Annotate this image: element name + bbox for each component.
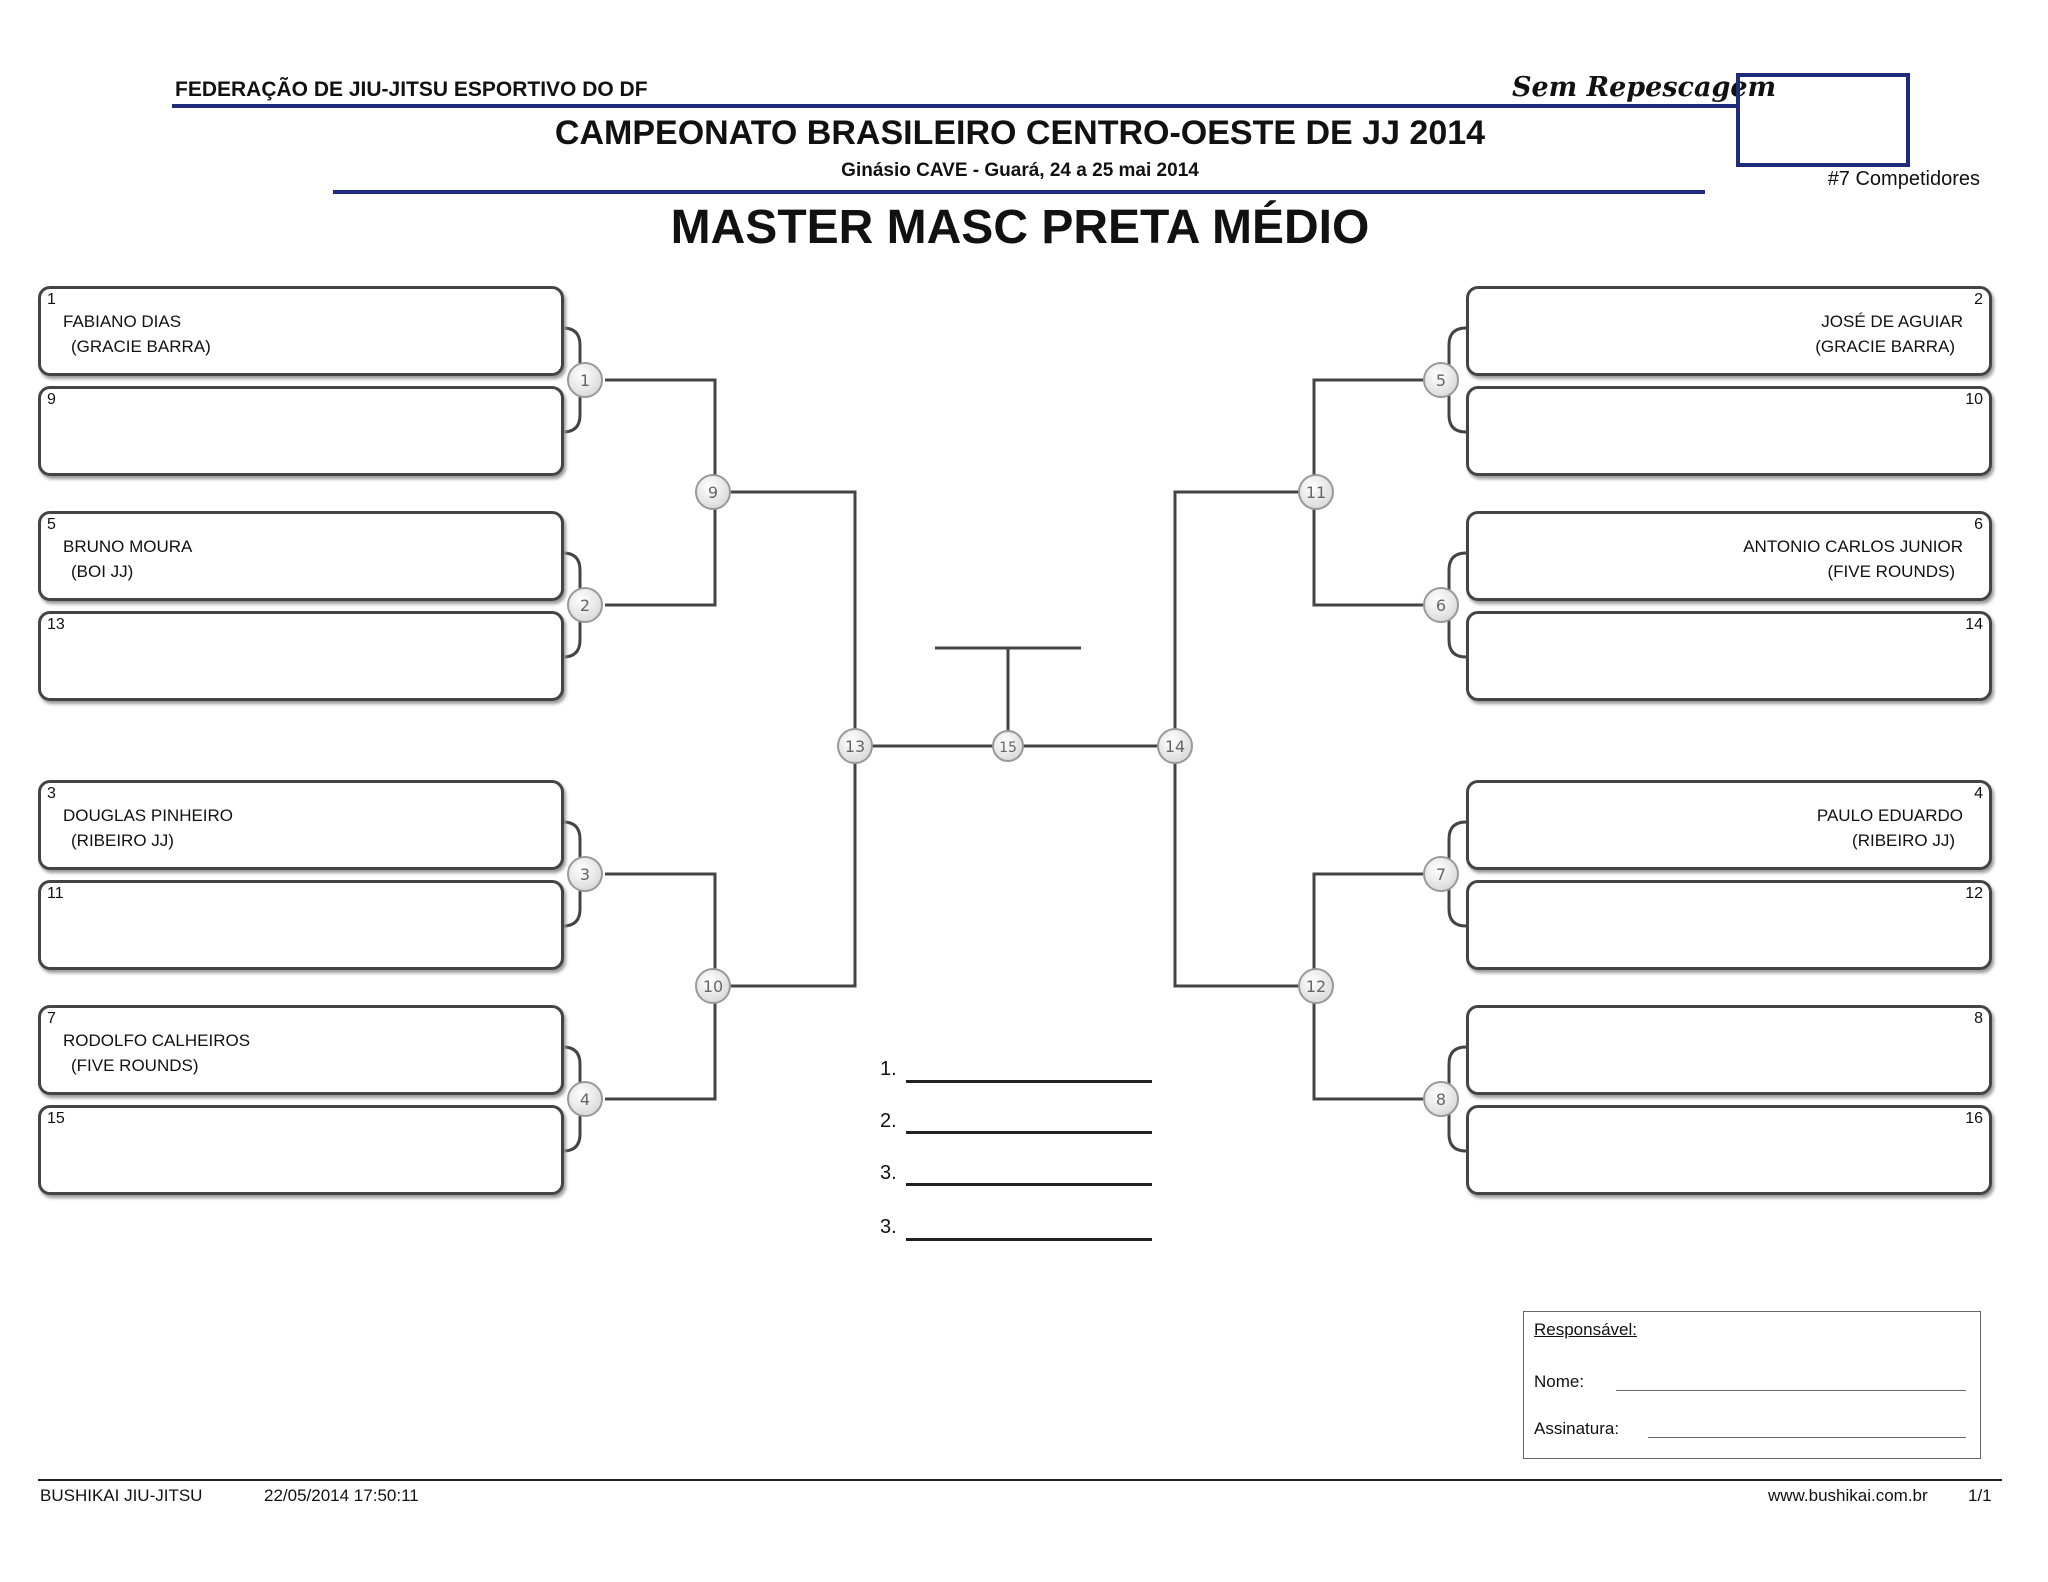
competitor-name: FABIANO DIAS [63,312,182,331]
seed-number: 13 [47,616,65,633]
seed-number: 2 [1974,291,1983,308]
fight-number: 2 [579,596,591,615]
footer-org: BUSHIKAI JIU-JITSU [40,1486,203,1505]
fight-number: 13 [844,737,866,756]
podium-rank: 1. [880,1058,897,1080]
seed-number: 12 [1965,885,1983,902]
competitor-team: (RIBEIRO JJ) [1852,831,1955,850]
seed-number: 14 [1965,616,1983,633]
footer-datetime: 22/05/2014 17:50:11 [264,1486,419,1505]
podium-line [906,1183,1152,1186]
footer-page: 1/1 [1968,1486,1992,1505]
fight-circle [1299,475,1333,509]
fight-circle [1424,588,1458,622]
category-title: MASTER MASC PRETA MÉDIO [670,201,1370,254]
seed-number: 5 [47,516,56,533]
seed-number: 1 [47,291,56,308]
fight-circle [568,1082,602,1116]
fight-number: 10 [702,977,724,996]
podium-rank: 2. [880,1110,897,1132]
fight-number: 6 [1435,596,1447,615]
podium-rank: 3. [880,1162,897,1184]
fight-number: 11 [1305,483,1327,502]
competitor-team: (GRACIE BARRA) [71,337,211,356]
federation-name: FEDERAÇÃO DE JIU-JITSU ESPORTIVO DO DF [175,78,648,101]
seed-number: 3 [47,785,56,802]
competitor-team: (BOI JJ) [71,562,134,581]
fight-number: 3 [579,865,591,884]
responsible-title: Responsável: [1534,1320,1638,1339]
fight-circle [1424,1082,1458,1116]
podium-line [906,1131,1152,1134]
fight-circle [993,731,1023,761]
name-label: Nome: [1534,1372,1585,1391]
competitor-team: (FIVE ROUNDS) [1827,562,1955,581]
fight-circle [838,729,872,763]
fight-circle [568,363,602,397]
seed-number: 8 [1974,1010,1983,1027]
fight-circle [1158,729,1192,763]
fight-number: 9 [707,483,719,502]
fight-circle [568,588,602,622]
fight-number: 8 [1435,1090,1447,1109]
fight-number: 14 [1164,737,1186,756]
podium-line [906,1080,1152,1083]
venue-date: Ginásio CAVE - Guará, 24 a 25 mai 2014 [841,160,1199,181]
fight-circle [1424,857,1458,891]
seed-number: 10 [1965,391,1983,408]
fight-number: 12 [1305,977,1327,996]
footer-website: www.bushikai.com.br [1768,1486,1928,1505]
seed-number: 7 [47,1010,56,1027]
signature-label: Assinatura: [1534,1419,1620,1438]
fight-circle [696,969,730,1003]
podium-rank: 3. [880,1216,897,1238]
footer-divider [38,1479,2002,1481]
fight-number: 15 [999,740,1017,756]
seed-number: 16 [1965,1110,1983,1127]
seed-number: 6 [1974,516,1983,533]
competitor-team: (GRACIE BARRA) [1815,337,1955,356]
fight-circle [1424,363,1458,397]
name-line [1616,1390,1966,1391]
fight-number: 7 [1435,865,1447,884]
fight-circle [1299,969,1333,1003]
fight-circle [568,857,602,891]
seed-number: 4 [1974,785,1983,802]
competitor-count: #7 Competidores [1827,168,1980,190]
competitor-name: DOUGLAS PINHEIRO [63,806,234,825]
competitor-name: BRUNO MOURA [63,537,193,556]
competitor-name: ANTONIO CARLOS JUNIOR [1743,537,1963,556]
fight-number: 5 [1435,371,1447,390]
competitor-team: (RIBEIRO JJ) [71,831,174,850]
seed-number: 11 [47,885,64,902]
championship-title: CAMPEONATO BRASILEIRO CENTRO-OESTE DE JJ 2014 [554,114,1486,152]
podium-line [906,1238,1152,1241]
seed-number: 15 [47,1110,65,1127]
repechage-note: Sem Repescagem [1512,72,1777,103]
fight-number: 1 [579,371,591,390]
signature-line [1648,1437,1966,1438]
seed-number: 9 [47,391,56,408]
competitor-name: PAULO EDUARDO [1816,806,1963,825]
competitor-name: RODOLFO CALHEIROS [63,1031,251,1050]
competitor-name: JOSÉ DE AGUIAR [1821,312,1963,331]
fight-number: 4 [579,1090,591,1109]
fight-circle [696,475,730,509]
competitor-team: (FIVE ROUNDS) [71,1056,199,1075]
